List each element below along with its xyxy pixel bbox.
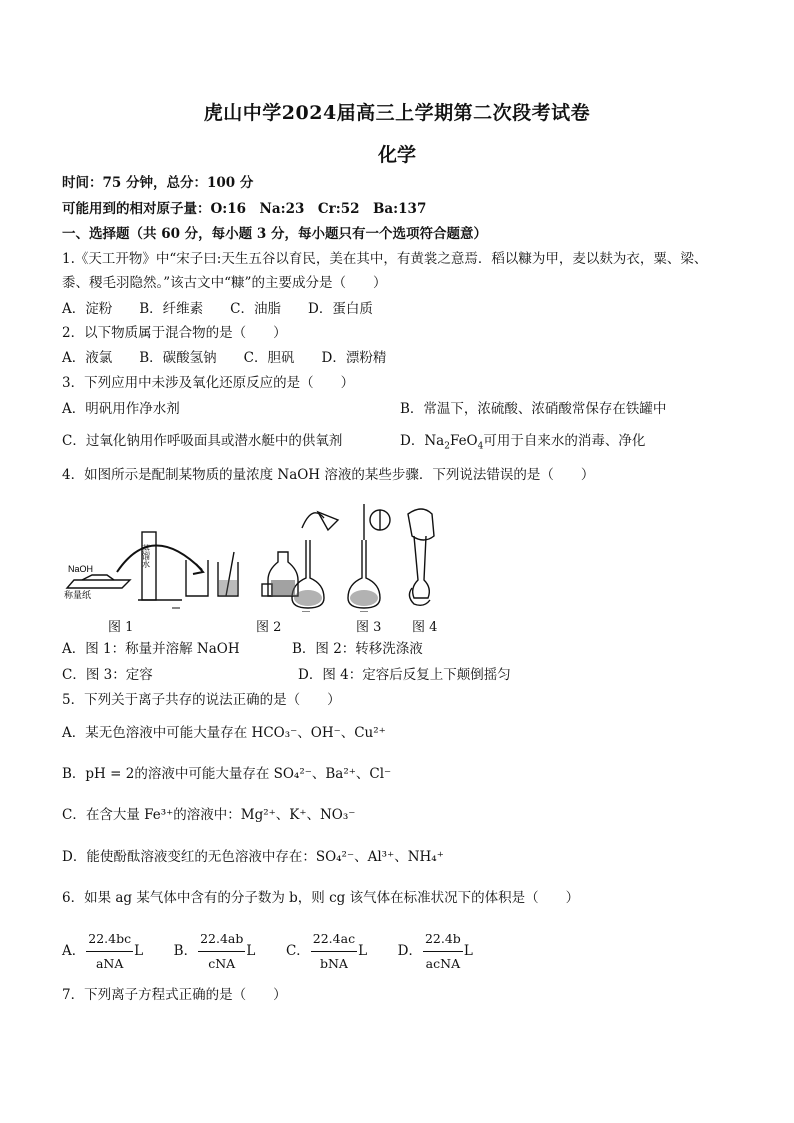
exam-title: 虎山中学2024届高三上学期第二次段考试卷 — [203, 102, 591, 124]
fig-naoh-label: NaOH — [68, 564, 94, 574]
q6-option-d: D． $\frac{22.4b}{\text{acNA}}$ L — [398, 943, 473, 959]
atomic-mass: 可能用到的相对原子量：O:16 Na:23 Cr:52 Ba:137 — [62, 201, 427, 217]
fig-water-label: 蒸馏水 — [141, 544, 151, 568]
q2-options: A．液氯 B．碳酸氢钠 C．胆矾 D．漂粉精 — [62, 350, 387, 366]
q5-option-a: A．某无色溶液中可能大量存在 HCO₃⁻、OH⁻、Cu²⁺ — [62, 725, 386, 741]
q4-figure — [62, 500, 442, 612]
q5-option-d: D．能使酚酞溶液变红的无色溶液中存在：SO₄²⁻、Al³⁺、NH₄⁺ — [62, 849, 444, 865]
q7-stem: 7．下列离子方程式正确的是（ ） — [62, 987, 287, 1003]
q1-stem-line2: 黍、稷毛羽隐然。”该古文中“糠”的主要成分是（ ） — [62, 275, 387, 291]
q6-options — [62, 928, 473, 975]
q6-stem: 6．如果 ag 某气体中含有的分子数为 b，则 cg 该气体在标准状况下的体积是（ ） — [62, 890, 580, 906]
q5-option-b: B．pH = 2的溶液中可能大量存在 SO₄²⁻、Ba²⁺、Cl⁻ — [62, 766, 392, 782]
hand-icon — [408, 509, 434, 540]
fig1-label: 图 1 — [108, 620, 134, 635]
q3-option-c: C．过氧化钠用作呼吸面具或潜水艇中的供氧剂 — [62, 433, 343, 449]
exam-subject: 化学 — [377, 144, 416, 166]
exam-time: 时间：75 分钟，总分：100 分 — [62, 175, 254, 191]
q6-option-c: C． $\frac{22.4ac}{\text{bNA}}$ L — [286, 943, 371, 959]
fig-paper-label: 称量纸 — [64, 590, 92, 600]
q3-option-d: D．$Na_2FeO_4$可用于自来水的消毒、净化 — [400, 433, 646, 452]
q3-stem: 3．下列应用中未涉及氧化还原反应的是（ ） — [62, 375, 355, 391]
q4-option-c: C．图 3：定容 — [62, 667, 153, 683]
q6-option-a: A． $\frac{22.4bc}{\text{aNA}}$ L — [62, 943, 147, 959]
q4-stem: 4．如图所示是配制某物质的量浓度 NaOH 溶液的某些步骤．下列说法错误的是（ ） — [62, 467, 595, 483]
q3-option-a: A．明矾用作净水剂 — [62, 401, 180, 417]
q5-stem: 5．下列关于离子共存的说法正确的是（ ） — [62, 692, 341, 708]
fig2-label: 图 2 — [256, 620, 282, 635]
q2-stem: 2．以下物质属于混合物的是（ ） — [62, 325, 287, 341]
q4-option-b: B．图 2：转移洗涤液 — [292, 641, 423, 657]
q5-option-c: C．在含大量 Fe³⁺的溶液中：Mg²⁺、K⁺、NO₃⁻ — [62, 807, 356, 823]
fig3-label: 图 3 — [356, 620, 382, 635]
section-heading: 一、选择题（共 60 分，每小题 3 分，每小题只有一个选项符合题意） — [62, 226, 487, 242]
q3-option-b: B．常温下，浓硫酸、浓硝酸常保存在铁罐中 — [400, 401, 667, 417]
q4-option-a: A．图 1：称量并溶解 NaOH — [62, 641, 240, 657]
q4-option-d: D．图 4：定容后反复上下颠倒摇匀 — [298, 667, 511, 683]
q6-option-b: B． $\frac{22.4ab}{\text{cNA}}$ L — [174, 943, 260, 959]
fig4-label: 图 4 — [412, 620, 438, 635]
q1-options: A．淀粉 B．纤维素 C．油脂 D．蛋白质 — [62, 301, 373, 317]
weighing-paper-icon — [67, 580, 130, 588]
q1-stem-line1: 1.《天工开物》中“宋子曰:天生五谷以育民，美在其中，有黄裳之意焉．稻以糠为甲，麦以麸为衣，粟、梁、 — [62, 251, 708, 267]
